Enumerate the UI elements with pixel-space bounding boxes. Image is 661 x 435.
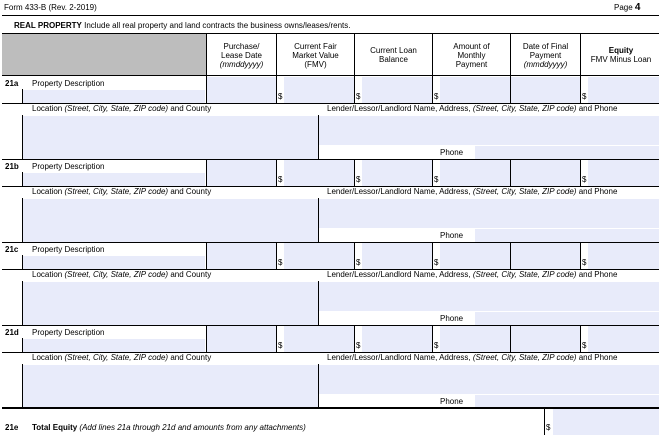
- phone-input[interactable]: [475, 146, 659, 159]
- monthly-payment-input[interactable]: [440, 77, 510, 103]
- dollar-sign: $: [278, 92, 283, 101]
- property-description-label: Property Description: [32, 79, 105, 88]
- location-label: Location (Street, City, State, ZIP code) and County: [32, 187, 212, 196]
- purchase-date-input[interactable]: [207, 77, 276, 103]
- location-label: Location (Street, City, State, ZIP code) and County: [32, 270, 212, 279]
- purchase-date-input[interactable]: [207, 243, 276, 269]
- location-input[interactable]: [23, 282, 318, 325]
- total-label-row: [32, 423, 306, 433]
- dollar-sign: $: [356, 175, 361, 184]
- fmv-input[interactable]: [284, 77, 354, 103]
- col-fmv: Current Fair Market Value (FMV): [292, 42, 339, 69]
- property-description-input[interactable]: [22, 256, 205, 269]
- loan-balance-input[interactable]: [362, 77, 432, 103]
- loan-balance-input[interactable]: [362, 160, 432, 186]
- dollar-sign: $: [582, 175, 587, 184]
- final-payment-input[interactable]: [511, 243, 580, 269]
- lender-input[interactable]: [319, 199, 659, 228]
- lender-label: Lender/Lessor/Landlord Name, Address, (Street, City, State, ZIP code) and Phone: [327, 270, 618, 279]
- property-description-input[interactable]: [22, 339, 205, 352]
- phone-input[interactable]: [475, 229, 659, 242]
- phone-label: Phone: [440, 314, 464, 323]
- section-title: REAL PROPERTY: [14, 21, 82, 30]
- dollar-sign: $: [278, 341, 283, 350]
- header-gray-block: [2, 34, 206, 75]
- equity-input[interactable]: [588, 160, 659, 186]
- phone-label: Phone: [440, 148, 464, 157]
- final-payment-input[interactable]: [511, 326, 580, 352]
- col-monthly-payment: Amount of Monthly Payment: [453, 42, 490, 69]
- lender-input[interactable]: [319, 116, 659, 145]
- location-label: Location (Street, City, State, ZIP code) and County: [32, 104, 212, 113]
- lender-label: Lender/Lessor/Landlord Name, Address, (Street, City, State, ZIP code) and Phone: [327, 187, 618, 196]
- row-number: 21c: [5, 245, 19, 254]
- property-description-label: Property Description: [32, 328, 105, 337]
- purchase-date-input[interactable]: [207, 326, 276, 352]
- page-number: [614, 3, 640, 13]
- dollar-sign: $: [434, 258, 439, 267]
- location-input[interactable]: [23, 365, 318, 408]
- loan-balance-input[interactable]: [362, 326, 432, 352]
- dollar-sign: $: [434, 175, 439, 184]
- dollar-sign: $: [356, 341, 361, 350]
- property-description-input[interactable]: [22, 90, 205, 103]
- dollar-sign: $: [356, 92, 361, 101]
- phone-input[interactable]: [475, 312, 659, 325]
- purchase-date-input[interactable]: [207, 160, 276, 186]
- total-dollar-sign: $: [546, 423, 551, 432]
- form-id: Form 433-B (Rev. 2-2019): [4, 3, 97, 12]
- property-description-label: Property Description: [32, 162, 105, 171]
- final-payment-input[interactable]: [511, 77, 580, 103]
- monthly-payment-input[interactable]: [440, 160, 510, 186]
- property-description-label: Property Description: [32, 245, 105, 254]
- row-number: 21a: [5, 79, 19, 88]
- col-loan-balance: Current Loan Balance: [370, 46, 417, 64]
- col-purchase-date: Purchase/ Lease Date (mmddyyyy): [219, 42, 264, 69]
- fmv-input[interactable]: [284, 326, 354, 352]
- lender-input[interactable]: [319, 282, 659, 311]
- monthly-payment-input[interactable]: [440, 326, 510, 352]
- loan-balance-input[interactable]: [362, 243, 432, 269]
- final-payment-input[interactable]: [511, 160, 580, 186]
- dollar-sign: $: [278, 175, 283, 184]
- equity-input[interactable]: [588, 243, 659, 269]
- location-label: Location (Street, City, State, ZIP code) and County: [32, 353, 212, 362]
- dollar-sign: $: [582, 258, 587, 267]
- total-row-number: 21e: [5, 423, 19, 432]
- row-number: 21b: [5, 162, 19, 171]
- row-number: 21d: [5, 328, 19, 337]
- phone-label: Phone: [440, 231, 464, 240]
- location-input[interactable]: [23, 116, 318, 159]
- total-note: (Add lines 21a through 21d and amounts from any attachments): [79, 423, 306, 432]
- section-title-row: [14, 21, 350, 31]
- section-instructions: Include all real property and land contracts the business owns/leases/rents.: [84, 21, 351, 30]
- dollar-sign: $: [582, 341, 587, 350]
- dollar-sign: $: [356, 258, 361, 267]
- page-number-value: 4: [634, 2, 641, 13]
- total-label: Total Equity: [32, 423, 78, 432]
- total-equity-input[interactable]: [553, 409, 659, 435]
- monthly-payment-input[interactable]: [440, 243, 510, 269]
- lender-label: Lender/Lessor/Landlord Name, Address, (Street, City, State, ZIP code) and Phone: [327, 353, 618, 362]
- dollar-sign: $: [278, 258, 283, 267]
- equity-input[interactable]: [588, 77, 659, 103]
- col-final-payment: Date of Final Payment (mmddyyyy): [522, 42, 569, 69]
- equity-input[interactable]: [588, 326, 659, 352]
- dollar-sign: $: [582, 92, 587, 101]
- fmv-input[interactable]: [284, 160, 354, 186]
- property-description-input[interactable]: [22, 173, 205, 186]
- dollar-sign: $: [434, 341, 439, 350]
- location-input[interactable]: [23, 199, 318, 242]
- dollar-sign: $: [434, 92, 439, 101]
- col-equity: Equity FMV Minus Loan: [590, 46, 652, 64]
- page-label: Page: [614, 3, 633, 12]
- lender-input[interactable]: [319, 365, 659, 394]
- fmv-input[interactable]: [284, 243, 354, 269]
- lender-label: Lender/Lessor/Landlord Name, Address, (Street, City, State, ZIP code) and Phone: [327, 104, 618, 113]
- phone-label: Phone: [440, 397, 464, 406]
